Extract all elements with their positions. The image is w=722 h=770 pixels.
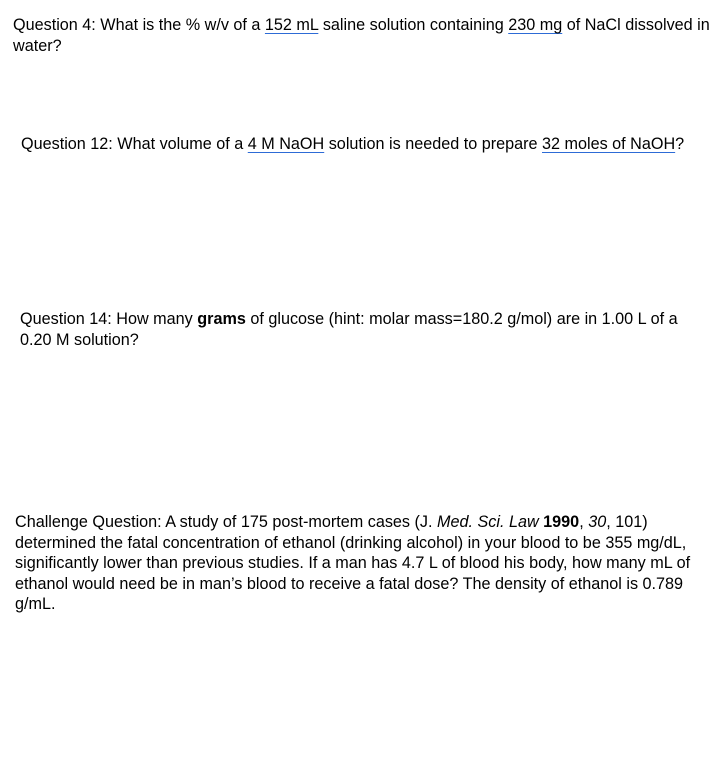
question-14-bold-grams: grams [197, 310, 246, 328]
challenge-comma: , [579, 513, 589, 531]
question-12-concentration: 4 M NaOH [247, 135, 325, 153]
challenge-journal: Med. Sci. Law [437, 513, 539, 531]
challenge-volume: 30 [588, 513, 607, 531]
question-4-text-mid: saline solution containing [318, 16, 509, 34]
question-12-text: Question 12: What volume of a [21, 135, 248, 153]
question-4-text: Question 4: What is the % w/v of a [13, 16, 265, 34]
question-14 [20, 309, 710, 350]
question-12-text-mid: solution is needed to prepare [324, 135, 542, 153]
question-12 [21, 134, 711, 155]
question-12-moles: 32 moles of NaOH [542, 135, 676, 153]
challenge-text-end: , 101) determined the fatal concentration of ethanol (drinking alcohol) in your blood to be 355 mg/dL, significantly lower than previous studies. If a man has 4.7 L of blood his body, how many mL of ethanol would need be in man’s blood to receive a fatal dose? The density of ethanol is 0.789 g/mL. [15, 513, 691, 613]
question-14-text: Question 14: How many [20, 310, 198, 328]
question-4-mass: 230 mg [508, 16, 563, 34]
question-12-text-end: ? [675, 135, 685, 153]
question-4-volume: 152 mL [264, 16, 319, 34]
challenge-text: Challenge Question: A study of 175 post-mortem cases (J. [15, 513, 437, 531]
challenge-question [15, 512, 695, 615]
challenge-year: 1990 [543, 513, 580, 531]
question-4-text-end: of NaCl dissolved in water? [13, 16, 710, 55]
question-4 [13, 15, 713, 56]
question-14-text-end: of glucose (hint: molar mass=180.2 g/mol) are in 1.00 L of a 0.20 M solution? [20, 310, 678, 349]
